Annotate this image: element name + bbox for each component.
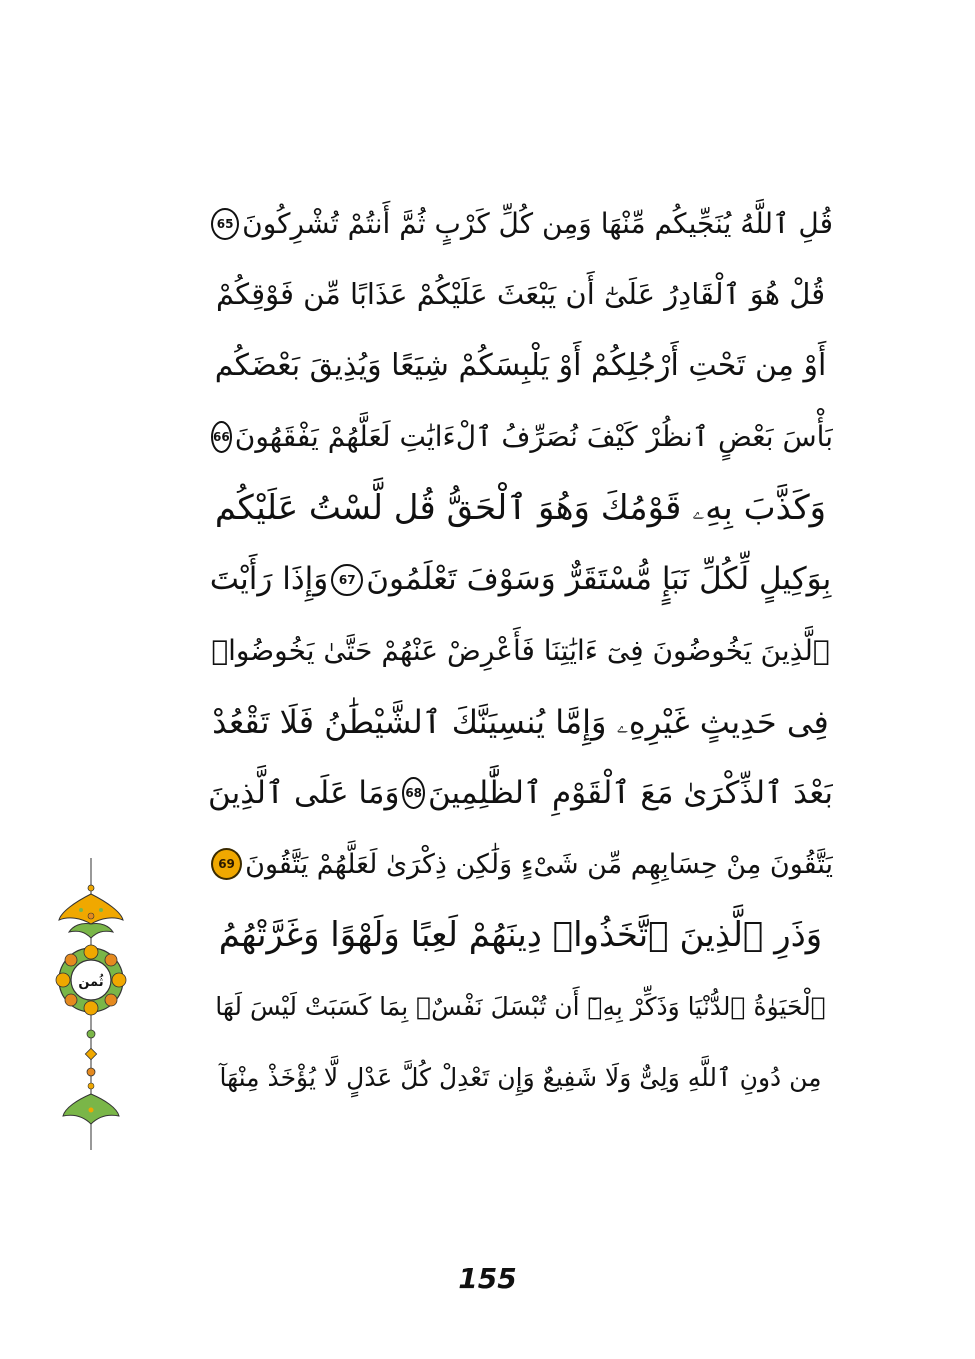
ayah-number-marker: 69: [211, 848, 242, 880]
verse-text: وَذَرِ ٱلَّذِينَ ٱتَّخَذُوا۟ دِينَهُمْ لَعِبًا وَلَهْوًا وَغَرَّتْهُمُ: [218, 915, 823, 956]
verse-text: بِوَكِيلٍ لِّكُلِّ نَبَإٍ مُّسْتَقَرٌّ وَسَوْفَ تَعْلَمُونَ: [366, 561, 832, 598]
ayah-number-marker: 68: [402, 777, 425, 809]
verse-text: وَإِذَا رَأَيْتَ: [209, 561, 329, 598]
verse-text: فِى حَدِيثٍ غَيْرِهِۦ وَإِمَّا يُنسِيَنَّكَ ٱلشَّيْطَٰنُ فَلَا تَقْعُدْ: [212, 702, 829, 741]
text-line: [208, 900, 833, 971]
text-line: [208, 686, 833, 757]
verse-text: وَمَا عَلَى ٱلَّذِينَ: [208, 774, 400, 811]
verse-text: ٱلْحَيَوٰةُ ٱلدُّنْيَا وَذَكِّرْ بِهِۦٓ أَن تُبْسَلَ نَفْسٌۢ بِمَا كَسَبَتْ لَيْسَ لَهَا: [215, 992, 826, 1022]
verse-text: يَتَّقُونَ مِنْ حِسَابِهِم مِّن شَىْءٍ وَلَٰكِن ذِكْرَىٰ لَعَلَّهُمْ يَتَّقُونَ: [245, 848, 833, 880]
verse-text: قُلِ ٱللَّهُ يُنَجِّيكُم مِّنْهَا وَمِن كُلِّ كَرْبٍ ثُمَّ أَنتُمْ تُشْرِكُونَ: [242, 206, 833, 240]
hizb-marker-text: ثُمن: [78, 975, 104, 990]
verse-text: بَأْسَ بَعْضٍ ٱنظُرْ كَيْفَ نُصَرِّفُ ٱلْءَايَٰتِ لَعَلَّهُمْ يَفْقَهُونَ: [234, 420, 833, 454]
text-line: [208, 330, 833, 401]
text-line: [208, 829, 833, 900]
text-line: [208, 402, 833, 473]
text-line: [208, 971, 833, 1042]
verse-text: ٱلَّذِينَ يَخُوضُونَ فِىٓ ءَايَٰتِنَا فَأَعْرِضْ عَنْهُمْ حَتَّىٰ يَخُوضُوا۟: [211, 633, 830, 667]
verse-text: قُلْ هُوَ ٱلْقَادِرُ عَلَىٰٓ أَن يَبْعَثَ عَلَيْكُمْ عَذَابًا مِّن فَوْقِكُمْ: [215, 277, 826, 312]
ayah-number-marker: 66: [211, 421, 232, 453]
verse-text: بَعْدَ ٱلذِّكْرَىٰ مَعَ ٱلْقَوْمِ ٱلظَّٰلِمِينَ: [427, 774, 833, 811]
text-line: [208, 188, 833, 259]
text-line: [208, 544, 833, 615]
hizb-quarter-ornament-icon: [55, 858, 127, 1150]
ayah-number-marker: 65: [211, 208, 239, 240]
text-line: [208, 758, 833, 829]
verse-text: أَوْ مِن تَحْتِ أَرْجُلِكُمْ أَوْ يَلْبِسَكُمْ شِيَعًا وَيُذِيقَ بَعْضَكُم: [214, 347, 827, 383]
text-line: [208, 615, 833, 686]
ayah-number-marker: 67: [331, 564, 363, 596]
text-line: [208, 473, 833, 544]
text-line: [208, 1042, 833, 1113]
verse-text: وَكَذَّبَ بِهِۦ قَوْمُكَ وَهُوَ ٱلْحَقُّ قُل لَّسْتُ عَلَيْكُم: [214, 488, 827, 529]
quran-text-block: [208, 188, 833, 1113]
text-line: [208, 259, 833, 330]
verse-text: مِن دُونِ ٱللَّهِ وَلِىٌّ وَلَا شَفِيعٌ وَإِن تَعْدِلْ كُلَّ عَدْلٍ لَّا يُؤْخَذْ مِنْهَآ: [219, 1063, 822, 1093]
page-number: 155: [458, 1262, 517, 1295]
